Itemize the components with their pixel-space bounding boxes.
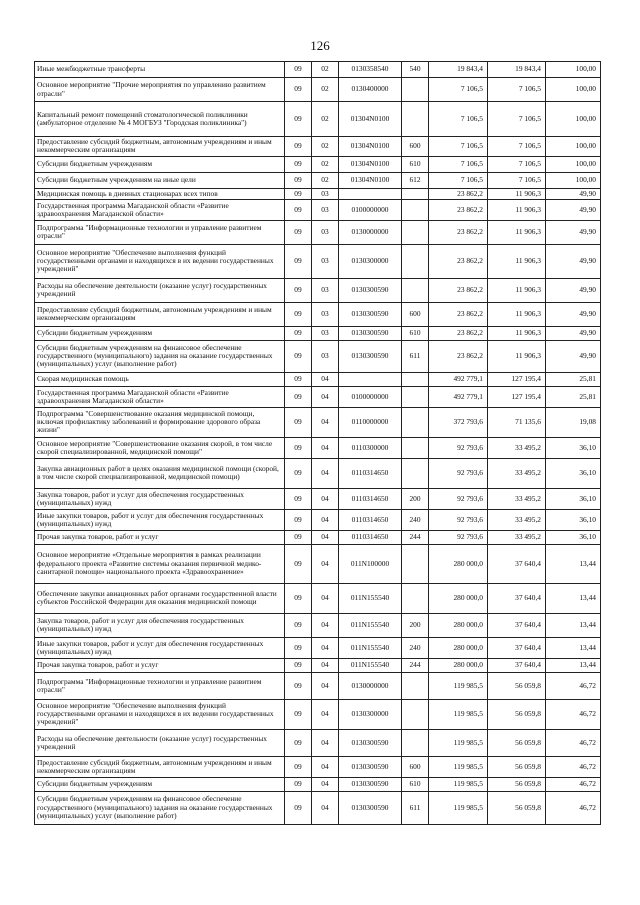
execution-percent: 49,90 [546, 340, 601, 372]
subsection-code: 02 [312, 156, 339, 172]
planned-amount: 7 106,5 [429, 78, 488, 102]
target-article-code: 01304N0100 [339, 137, 402, 157]
execution-percent: 46,72 [546, 791, 601, 824]
execution-percent: 49,90 [546, 302, 601, 326]
target-article-code: 0130358540 [339, 62, 402, 78]
subsection-code: 04 [312, 386, 339, 407]
expense-type-code [402, 699, 429, 729]
section-code: 09 [285, 407, 312, 437]
executed-amount: 11 906,3 [488, 188, 546, 199]
target-article-code: 0130300590 [339, 777, 402, 791]
subsection-code: 02 [312, 137, 339, 157]
page-number: 126 [310, 38, 330, 53]
expense-type-code [402, 372, 429, 386]
row-name: Государственная программа Магаданской области «Развитие здравоохранения Магаданской области» [35, 386, 285, 407]
table-row [35, 613, 601, 637]
subsection-code: 04 [312, 583, 339, 613]
execution-percent: 46,72 [546, 777, 601, 791]
executed-amount: 7 106,5 [488, 172, 546, 188]
execution-percent: 13,44 [546, 544, 601, 583]
target-article-code [339, 188, 402, 199]
table-row [35, 488, 601, 509]
planned-amount: 23 862,2 [429, 188, 488, 199]
section-code: 09 [285, 78, 312, 102]
subsection-code: 03 [312, 340, 339, 372]
execution-percent: 49,90 [546, 326, 601, 340]
section-code: 09 [285, 583, 312, 613]
execution-percent: 13,44 [546, 658, 601, 672]
row-name: Основное мероприятие "Обеспечение выполнения функций государственными органами и находящихся в их ведении государственных учреждений" [35, 244, 285, 278]
target-article-code: 0110314650 [339, 488, 402, 509]
expense-type-code [402, 729, 429, 756]
subsection-code: 04 [312, 729, 339, 756]
row-name: Закупка товаров, работ и услуг для обеспечения государственных (муниципальных) нужд [35, 613, 285, 637]
row-name: Субсидии бюджетным учреждениям [35, 156, 285, 172]
execution-percent: 46,72 [546, 699, 601, 729]
target-article-code: 0130300590 [339, 326, 402, 340]
section-code: 09 [285, 613, 312, 637]
table-row [35, 188, 601, 199]
planned-amount: 119 985,5 [429, 756, 488, 777]
executed-amount: 7 106,5 [488, 137, 546, 157]
expense-type-code [402, 672, 429, 699]
section-code: 09 [285, 172, 312, 188]
executed-amount: 33 495,2 [488, 488, 546, 509]
executed-amount: 7 106,5 [488, 156, 546, 172]
expense-type-code [402, 583, 429, 613]
execution-percent: 13,44 [546, 613, 601, 637]
section-code: 09 [285, 637, 312, 658]
subsection-code: 04 [312, 658, 339, 672]
executed-amount: 11 906,3 [488, 340, 546, 372]
subsection-code: 02 [312, 102, 339, 137]
execution-percent: 100,00 [546, 78, 601, 102]
subsection-code: 04 [312, 777, 339, 791]
section-code: 09 [285, 340, 312, 372]
target-article-code: 0110314650 [339, 509, 402, 530]
executed-amount: 33 495,2 [488, 509, 546, 530]
row-name: Основное мероприятие "Совершенствование оказания скорой, в том числе скорой специализированной, медицинской помощи" [35, 437, 285, 458]
section-code: 09 [285, 278, 312, 302]
expense-type-code [402, 407, 429, 437]
execution-percent: 13,44 [546, 583, 601, 613]
expense-type-code: 611 [402, 340, 429, 372]
planned-amount: 7 106,5 [429, 156, 488, 172]
section-code: 09 [285, 137, 312, 157]
section-code: 09 [285, 658, 312, 672]
expense-type-code [402, 278, 429, 302]
execution-percent: 13,44 [546, 637, 601, 658]
table-row [35, 340, 601, 372]
row-name: Капитальный ремонт помещений стоматологической поликлиники (амбулаторное отделение № 4 МОГБУЗ "Городская поликлиника") [35, 102, 285, 137]
expense-type-code [402, 102, 429, 137]
target-article-code: 01304N0100 [339, 156, 402, 172]
row-name: Расходы на обеспечение деятельности (оказание услуг) государственных учреждений [35, 278, 285, 302]
row-name: Субсидии бюджетным учреждениям [35, 326, 285, 340]
execution-percent: 100,00 [546, 156, 601, 172]
subsection-code: 04 [312, 672, 339, 699]
table-row [35, 791, 601, 824]
planned-amount: 23 862,2 [429, 244, 488, 278]
row-name: Предоставление субсидий бюджетным, автономным учреждениям и иным некоммерческим организациям [35, 302, 285, 326]
execution-percent: 49,90 [546, 220, 601, 244]
expense-type-code [402, 78, 429, 102]
planned-amount: 92 793,6 [429, 458, 488, 488]
section-code: 09 [285, 729, 312, 756]
expense-type-code [402, 544, 429, 583]
table-row [35, 62, 601, 78]
table-row [35, 372, 601, 386]
planned-amount: 92 793,6 [429, 437, 488, 458]
expense-type-code: 612 [402, 172, 429, 188]
section-code: 09 [285, 302, 312, 326]
table-row [35, 244, 601, 278]
execution-percent: 49,90 [546, 188, 601, 199]
row-name: Подпрограмма "Совершенствование оказания медицинской помощи, включая профилактику заболеваний и формирование здорового образа жизни" [35, 407, 285, 437]
expense-type-code [402, 458, 429, 488]
executed-amount: 56 059,8 [488, 777, 546, 791]
planned-amount: 372 793,6 [429, 407, 488, 437]
section-code: 09 [285, 188, 312, 199]
target-article-code: 0130300000 [339, 244, 402, 278]
execution-percent: 46,72 [546, 756, 601, 777]
table-row [35, 583, 601, 613]
subsection-code: 03 [312, 302, 339, 326]
executed-amount: 11 906,3 [488, 199, 546, 220]
expense-type-code: 610 [402, 777, 429, 791]
table-row [35, 78, 601, 102]
target-article-code: 0130300590 [339, 756, 402, 777]
execution-percent: 25,81 [546, 386, 601, 407]
section-code: 09 [285, 791, 312, 824]
target-article-code: 0110300000 [339, 437, 402, 458]
table-row [35, 220, 601, 244]
expense-type-code [402, 188, 429, 199]
expense-type-code: 240 [402, 509, 429, 530]
subsection-code: 04 [312, 509, 339, 530]
row-name: Расходы на обеспечение деятельности (оказание услуг) государственных учреждений [35, 729, 285, 756]
subsection-code: 04 [312, 544, 339, 583]
target-article-code: 0100000000 [339, 386, 402, 407]
section-code: 09 [285, 509, 312, 530]
subsection-code: 04 [312, 613, 339, 637]
table-row [35, 777, 601, 791]
executed-amount: 37 640,4 [488, 583, 546, 613]
table-row [35, 509, 601, 530]
target-article-code: 011N155540 [339, 637, 402, 658]
section-code: 09 [285, 220, 312, 244]
expense-type-code: 600 [402, 756, 429, 777]
target-article-code: 0130300590 [339, 340, 402, 372]
executed-amount: 37 640,4 [488, 658, 546, 672]
executed-amount: 19 843,4 [488, 62, 546, 78]
planned-amount: 23 862,2 [429, 220, 488, 244]
budget-table [34, 61, 601, 825]
subsection-code: 04 [312, 488, 339, 509]
table-row [35, 137, 601, 157]
row-name: Подпрограмма "Информационные технологии и управление развитием отрасли" [35, 672, 285, 699]
planned-amount: 23 862,2 [429, 326, 488, 340]
table-row [35, 407, 601, 437]
row-name: Прочая закупка товаров, работ и услуг [35, 658, 285, 672]
section-code: 09 [285, 777, 312, 791]
execution-percent: 36,10 [546, 488, 601, 509]
planned-amount: 119 985,5 [429, 777, 488, 791]
row-name: Прочая закупка товаров, работ и услуг [35, 530, 285, 544]
executed-amount: 11 906,3 [488, 326, 546, 340]
subsection-code: 04 [312, 756, 339, 777]
planned-amount: 280 000,0 [429, 583, 488, 613]
target-article-code: 0110314650 [339, 530, 402, 544]
section-code: 09 [285, 156, 312, 172]
planned-amount: 92 793,6 [429, 530, 488, 544]
subsection-code: 03 [312, 244, 339, 278]
target-article-code: 0130000000 [339, 220, 402, 244]
executed-amount: 11 906,3 [488, 302, 546, 326]
expense-type-code [402, 244, 429, 278]
planned-amount: 119 985,5 [429, 699, 488, 729]
row-name: Субсидии бюджетным учреждениям на финансовое обеспечение государственного (муниципального) задания на оказание государственных (муниципальных) услуг (выполнение работ) [35, 340, 285, 372]
target-article-code: 0130300590 [339, 278, 402, 302]
target-article-code: 01304N0100 [339, 102, 402, 137]
execution-percent: 49,90 [546, 199, 601, 220]
planned-amount: 119 985,5 [429, 729, 488, 756]
section-code: 09 [285, 244, 312, 278]
row-name: Предоставление субсидий бюджетным, автономным учреждениям и иным некоммерческим организациям [35, 137, 285, 157]
expense-type-code [402, 220, 429, 244]
subsection-code: 04 [312, 437, 339, 458]
executed-amount: 127 195,4 [488, 386, 546, 407]
planned-amount: 119 985,5 [429, 672, 488, 699]
target-article-code: 011N100000 [339, 544, 402, 583]
target-article-code [339, 372, 402, 386]
table-row [35, 544, 601, 583]
target-article-code: 011N155540 [339, 583, 402, 613]
target-article-code: 0130300000 [339, 699, 402, 729]
expense-type-code [402, 386, 429, 407]
expense-type-code: 244 [402, 530, 429, 544]
row-name: Основное мероприятие "Обеспечение выполнения функций государственными органами и находящихся в их ведении государственных учреждений" [35, 699, 285, 729]
table-row [35, 302, 601, 326]
planned-amount: 23 862,2 [429, 340, 488, 372]
target-article-code: 0110000000 [339, 407, 402, 437]
planned-amount: 92 793,6 [429, 509, 488, 530]
section-code: 09 [285, 756, 312, 777]
executed-amount: 56 059,8 [488, 729, 546, 756]
row-name: Скорая медицинская помощь [35, 372, 285, 386]
executed-amount: 37 640,4 [488, 637, 546, 658]
expense-type-code: 600 [402, 302, 429, 326]
subsection-code: 04 [312, 407, 339, 437]
target-article-code: 0130300590 [339, 302, 402, 326]
planned-amount: 7 106,5 [429, 172, 488, 188]
executed-amount: 56 059,8 [488, 756, 546, 777]
section-code: 09 [285, 530, 312, 544]
table-row [35, 729, 601, 756]
executed-amount: 33 495,2 [488, 530, 546, 544]
executed-amount: 11 906,3 [488, 244, 546, 278]
table-row [35, 278, 601, 302]
planned-amount: 23 862,2 [429, 199, 488, 220]
execution-percent: 36,10 [546, 437, 601, 458]
table-row [35, 458, 601, 488]
planned-amount: 280 000,0 [429, 637, 488, 658]
table-row [35, 102, 601, 137]
execution-percent: 49,90 [546, 244, 601, 278]
execution-percent: 100,00 [546, 62, 601, 78]
planned-amount: 23 862,2 [429, 302, 488, 326]
executed-amount: 7 106,5 [488, 78, 546, 102]
row-name: Медицинская помощь в дневных стационарах всех типов [35, 188, 285, 199]
target-article-code: 0130400000 [339, 78, 402, 102]
subsection-code: 02 [312, 172, 339, 188]
section-code: 09 [285, 386, 312, 407]
planned-amount: 280 000,0 [429, 544, 488, 583]
table-row [35, 172, 601, 188]
subsection-code: 03 [312, 278, 339, 302]
execution-percent: 46,72 [546, 729, 601, 756]
section-code: 09 [285, 672, 312, 699]
subsection-code: 04 [312, 791, 339, 824]
expense-type-code: 240 [402, 637, 429, 658]
subsection-code: 03 [312, 199, 339, 220]
target-article-code: 011N155540 [339, 613, 402, 637]
planned-amount: 280 000,0 [429, 613, 488, 637]
expense-type-code: 600 [402, 137, 429, 157]
execution-percent: 46,72 [546, 672, 601, 699]
expense-type-code [402, 437, 429, 458]
row-name: Основное мероприятие «Отдельные мероприятия в рамках реализации федерального проекта «Развитие системы оказания первичной медико-санитарной помощи» национального проекта «Здравоохранение» [35, 544, 285, 583]
target-article-code: 0130300590 [339, 729, 402, 756]
section-code: 09 [285, 488, 312, 509]
row-name: Иные закупки товаров, работ и услуг для обеспечения государственных (муниципальных) нужд [35, 509, 285, 530]
executed-amount: 37 640,4 [488, 544, 546, 583]
executed-amount: 37 640,4 [488, 613, 546, 637]
section-code: 09 [285, 102, 312, 137]
planned-amount: 492 779,1 [429, 386, 488, 407]
section-code: 09 [285, 326, 312, 340]
section-code: 09 [285, 372, 312, 386]
expense-type-code: 610 [402, 156, 429, 172]
execution-percent: 19,08 [546, 407, 601, 437]
execution-percent: 100,00 [546, 172, 601, 188]
row-name: Обеспечение закупки авиационных работ органами государственной власти субъектов Российской Федерации для оказания медицинской помощи [35, 583, 285, 613]
planned-amount: 7 106,5 [429, 102, 488, 137]
section-code: 09 [285, 199, 312, 220]
row-name: Субсидии бюджетным учреждениям на финансовое обеспечение государственного (муниципального) задания на оказание государственных (муниципальных) услуг (выполнение работ) [35, 791, 285, 824]
executed-amount: 56 059,8 [488, 791, 546, 824]
executed-amount: 33 495,2 [488, 458, 546, 488]
executed-amount: 56 059,8 [488, 672, 546, 699]
row-name: Предоставление субсидий бюджетным, автономным учреждениям и иным некоммерческим организациям [35, 756, 285, 777]
table-row [35, 672, 601, 699]
planned-amount: 92 793,6 [429, 488, 488, 509]
row-name: Подпрограмма "Информационные технологии и управление развитием отрасли" [35, 220, 285, 244]
row-name: Государственная программа Магаданской области «Развитие здравоохранения Магаданской области» [35, 199, 285, 220]
executed-amount: 127 195,4 [488, 372, 546, 386]
planned-amount: 23 862,2 [429, 278, 488, 302]
target-article-code: 011N155540 [339, 658, 402, 672]
execution-percent: 36,10 [546, 458, 601, 488]
expense-type-code: 200 [402, 613, 429, 637]
table-row [35, 199, 601, 220]
expense-type-code: 610 [402, 326, 429, 340]
target-article-code: 0100000000 [339, 199, 402, 220]
table-row [35, 699, 601, 729]
section-code: 09 [285, 62, 312, 78]
row-name: Закупка авиационных работ в целях оказания медицинской помощи (скорой, в том числе скорой специализированной, медицинской помощи) [35, 458, 285, 488]
executed-amount: 33 495,2 [488, 437, 546, 458]
row-name: Иные межбюджетные трансферты [35, 62, 285, 78]
expense-type-code: 200 [402, 488, 429, 509]
section-code: 09 [285, 437, 312, 458]
execution-percent: 100,00 [546, 137, 601, 157]
table-row [35, 156, 601, 172]
subsection-code: 03 [312, 188, 339, 199]
expense-type-code: 540 [402, 62, 429, 78]
table-row [35, 386, 601, 407]
target-article-code: 0130300590 [339, 791, 402, 824]
table-row [35, 530, 601, 544]
subsection-code: 04 [312, 637, 339, 658]
planned-amount: 492 779,1 [429, 372, 488, 386]
target-article-code: 0130000000 [339, 672, 402, 699]
target-article-code: 0110314650 [339, 458, 402, 488]
subsection-code: 02 [312, 62, 339, 78]
executed-amount: 71 135,6 [488, 407, 546, 437]
subsection-code: 04 [312, 458, 339, 488]
execution-percent: 25,81 [546, 372, 601, 386]
subsection-code: 02 [312, 78, 339, 102]
table-row [35, 326, 601, 340]
execution-percent: 36,10 [546, 509, 601, 530]
section-code: 09 [285, 544, 312, 583]
section-code: 09 [285, 458, 312, 488]
executed-amount: 7 106,5 [488, 102, 546, 137]
execution-percent: 49,90 [546, 278, 601, 302]
subsection-code: 04 [312, 372, 339, 386]
executed-amount: 11 906,3 [488, 220, 546, 244]
executed-amount: 56 059,8 [488, 699, 546, 729]
row-name: Субсидии бюджетным учреждениям на иные цели [35, 172, 285, 188]
planned-amount: 280 000,0 [429, 658, 488, 672]
planned-amount: 7 106,5 [429, 137, 488, 157]
table-row [35, 637, 601, 658]
table-row [35, 658, 601, 672]
row-name: Иные закупки товаров, работ и услуг для обеспечения государственных (муниципальных) нужд [35, 637, 285, 658]
planned-amount: 19 843,4 [429, 62, 488, 78]
subsection-code: 03 [312, 326, 339, 340]
row-name: Основное мероприятие "Прочие мероприятия по управлению развитием отрасли" [35, 78, 285, 102]
table-row [35, 756, 601, 777]
executed-amount: 11 906,3 [488, 278, 546, 302]
planned-amount: 119 985,5 [429, 791, 488, 824]
expense-type-code: 611 [402, 791, 429, 824]
subsection-code: 04 [312, 530, 339, 544]
target-article-code: 01304N0100 [339, 172, 402, 188]
subsection-code: 04 [312, 699, 339, 729]
subsection-code: 03 [312, 220, 339, 244]
row-name: Субсидии бюджетным учреждениям [35, 777, 285, 791]
row-name: Закупка товаров, работ и услуг для обеспечения государственных (муниципальных) нужд [35, 488, 285, 509]
table-row [35, 437, 601, 458]
execution-percent: 100,00 [546, 102, 601, 137]
execution-percent: 36,10 [546, 530, 601, 544]
expense-type-code [402, 199, 429, 220]
expense-type-code: 244 [402, 658, 429, 672]
section-code: 09 [285, 699, 312, 729]
